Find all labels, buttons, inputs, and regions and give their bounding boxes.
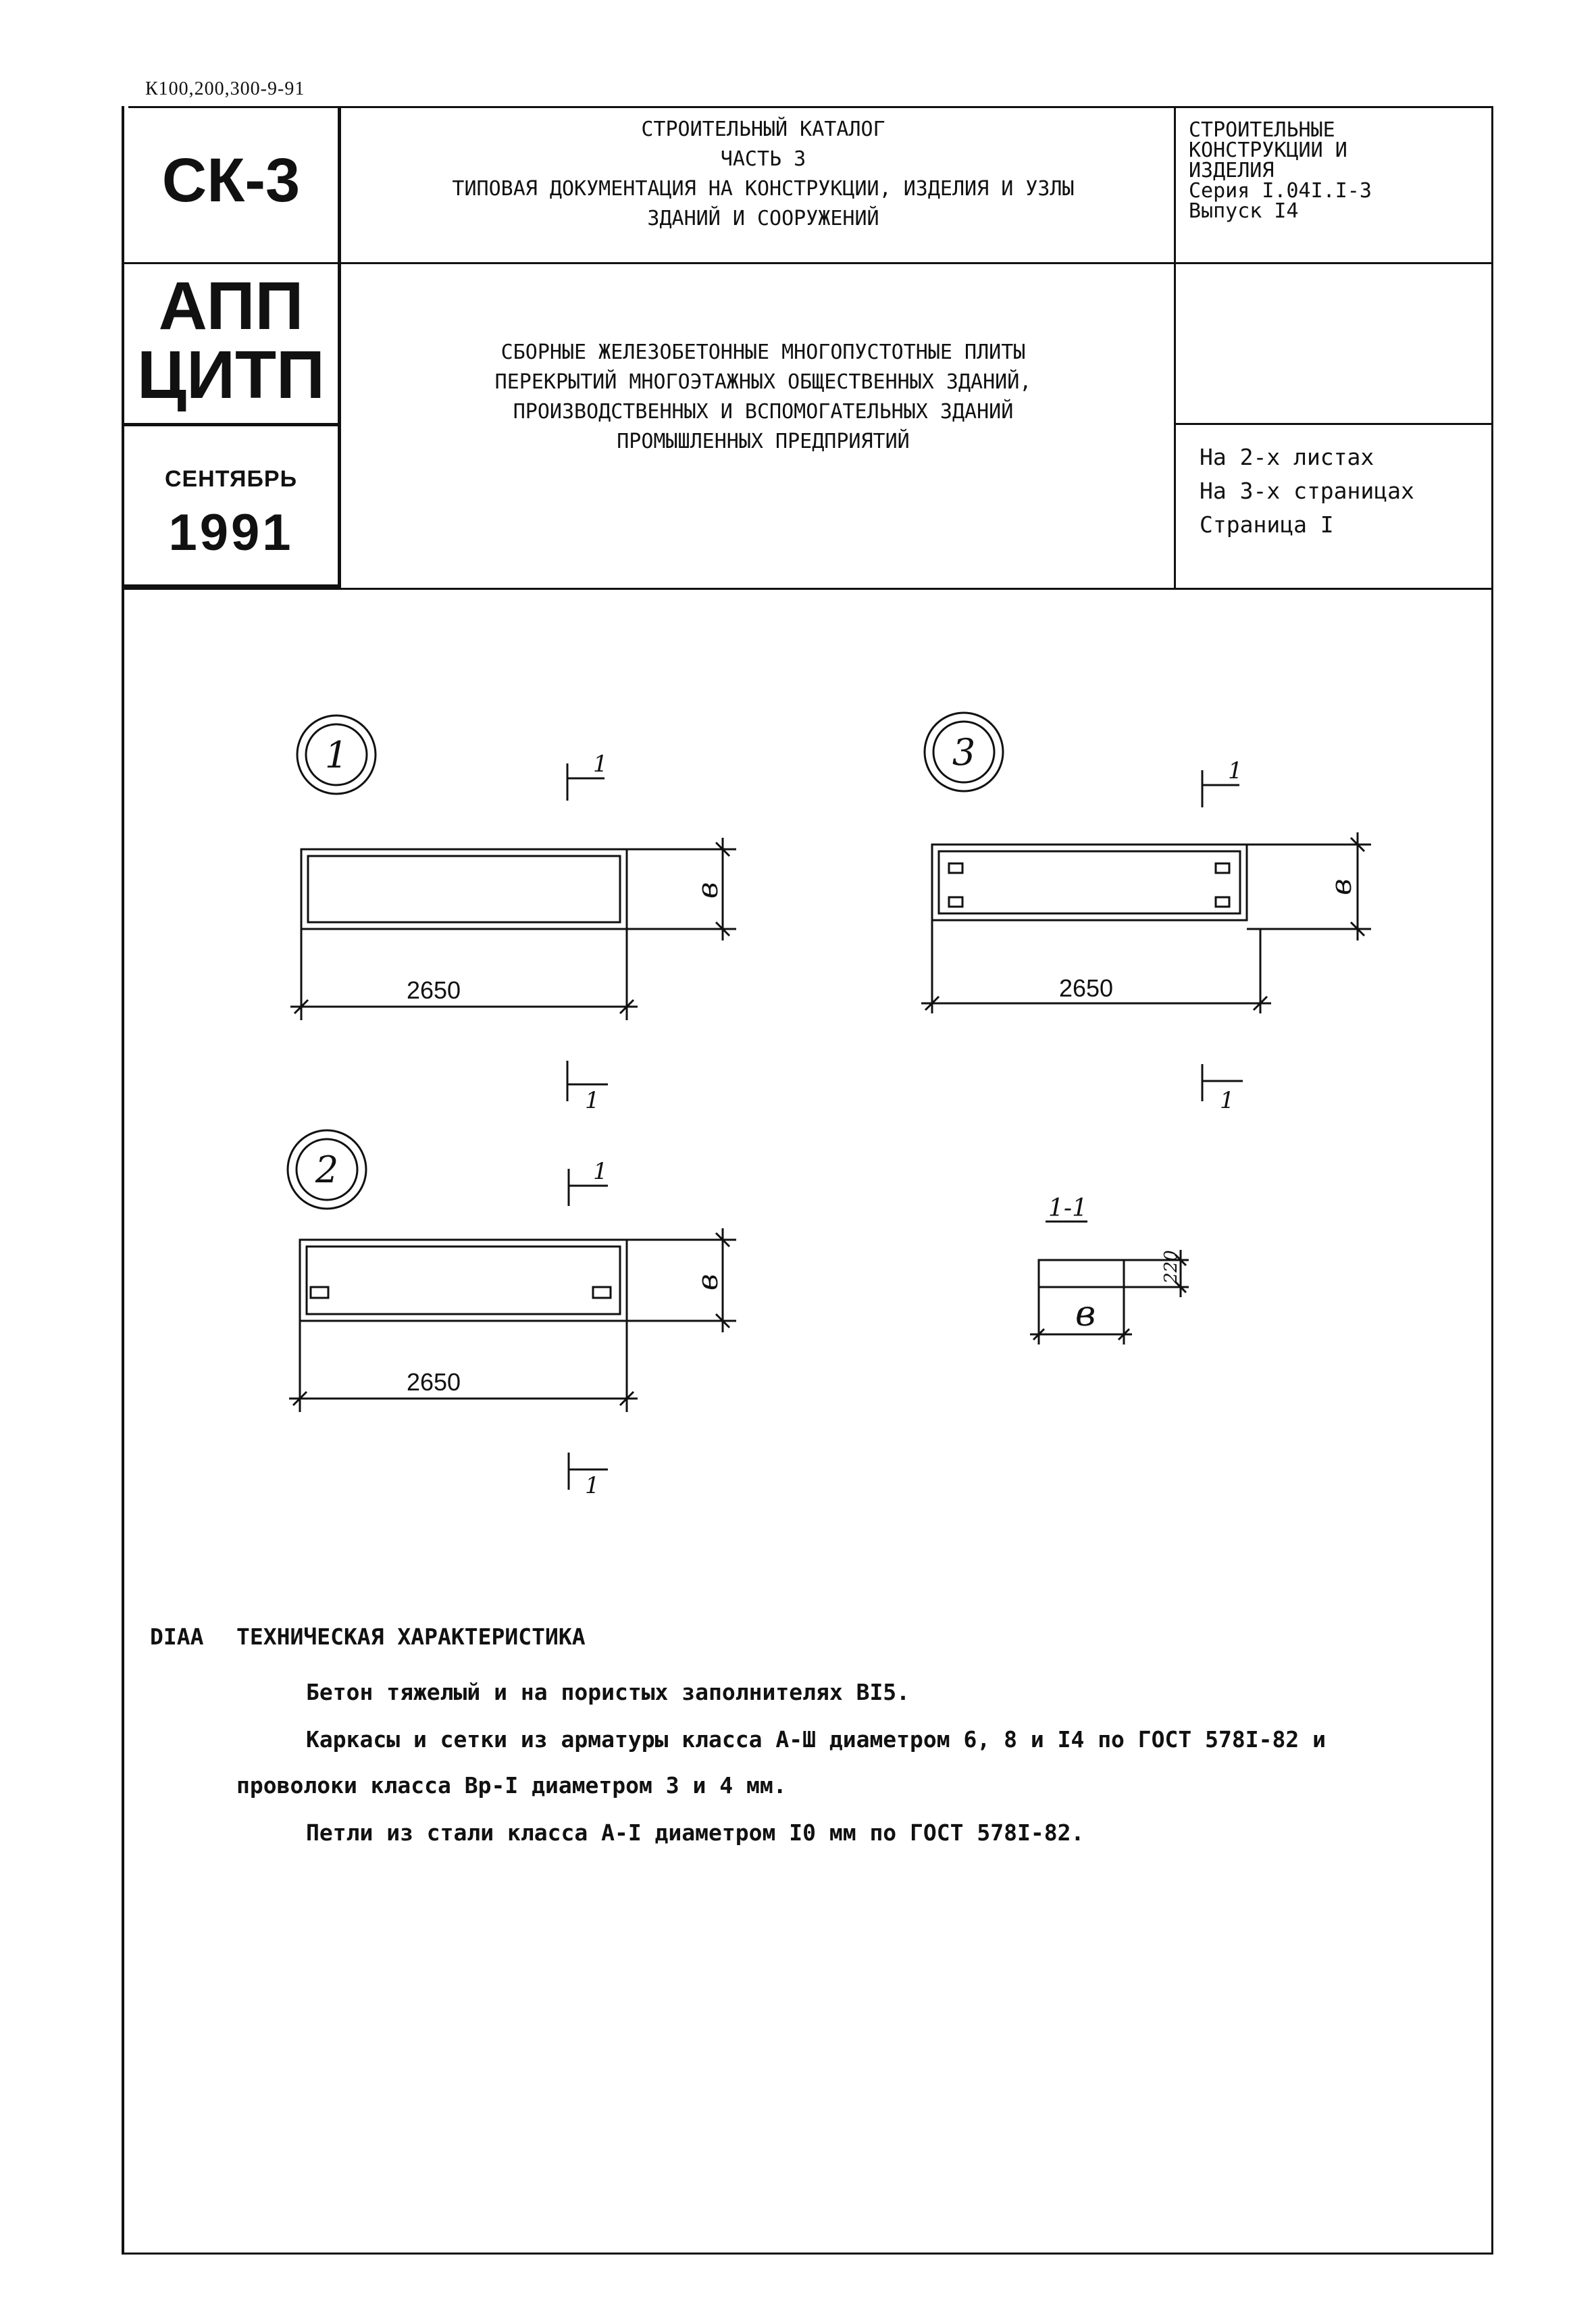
catalog-line: ЧАСТЬ 3 xyxy=(720,147,806,171)
loop-slot xyxy=(311,1287,328,1298)
tech-heading-code: DIAA xyxy=(150,1624,204,1650)
series-line: Выпуск I4 xyxy=(1189,199,1299,223)
series-line: ИЗДЕЛИЯ xyxy=(1189,159,1275,182)
org-logo-bottom: ЦИТП xyxy=(137,337,325,413)
plate-inner-outline xyxy=(307,1247,620,1314)
section-title: 1-1 xyxy=(1048,1194,1087,1222)
section-mark-label: 1 xyxy=(593,751,608,778)
issue-year: 1991 xyxy=(168,504,294,561)
loop-slot xyxy=(593,1287,611,1298)
tech-line-2: Каркасы и сетки из арматуры класса А-Ш диаметром 6, 8 и I4 по ГОСТ 578I-82 и xyxy=(306,1726,1326,1753)
frame-bottom xyxy=(122,2253,1493,2255)
series-line: СТРОИТЕЛЬНЫЕ xyxy=(1189,118,1335,142)
loop-slot xyxy=(1216,897,1229,907)
issue-month: СЕНТЯБРЬ xyxy=(164,466,298,492)
loop-slot xyxy=(1216,863,1229,873)
catalog-line: ТИПОВАЯ ДОКУМЕНТАЦИЯ НА КОНСТРУКЦИИ, ИЗДЕЛИЯ И УЗЛЫ xyxy=(452,177,1075,201)
length-dim: 2650 xyxy=(406,976,461,1004)
document-code: К100,200,300-9-91 xyxy=(145,78,305,99)
catalog-line: ЗДАНИЙ И СООРУЖЕНИЙ xyxy=(647,207,879,230)
section-mark-label: 1 xyxy=(585,1472,600,1499)
width-label: в xyxy=(691,882,724,899)
plate-outline xyxy=(300,1240,627,1321)
width-label: в xyxy=(1324,878,1358,895)
plate-drawing-2 xyxy=(288,1130,736,1490)
length-dim: 2650 xyxy=(406,1368,461,1396)
section-mark-label: 1 xyxy=(1228,757,1243,784)
plate-outline xyxy=(301,849,627,929)
title-line: ПРОИЗВОДСТВЕННЫХ И ВСПОМОГАТЕЛЬНЫХ ЗДАНИЙ xyxy=(513,400,1014,424)
catalog-line: СТРОИТЕЛЬНЫЙ КАТАЛОГ xyxy=(641,118,885,141)
marker-label-3: 3 xyxy=(952,731,976,774)
section-mark-label: 1 xyxy=(593,1158,608,1185)
width-label: в xyxy=(691,1274,724,1290)
tech-line-4: Петли из стали класса А-I диаметром I0 мм по ГОСТ 578I-82. xyxy=(306,1819,1085,1846)
sheets-line: На 2-х листах xyxy=(1200,444,1374,470)
series-line: КОНСТРУКЦИИ И xyxy=(1189,139,1347,162)
sheets-line: Страница I xyxy=(1200,511,1334,538)
marker-label-2: 2 xyxy=(315,1149,339,1191)
thickness-dim: 220 xyxy=(1161,1250,1181,1284)
marker-label-1: 1 xyxy=(324,734,349,776)
title-line: ПРОМЫШЛЕННЫХ ПРЕДПРИЯТИЙ xyxy=(617,430,910,453)
section-outline xyxy=(1039,1260,1124,1287)
plate-outline xyxy=(932,845,1247,920)
org-logo-top: АПП xyxy=(158,268,304,344)
tech-line-1: Бетон тяжелый и на пористых заполнителях BI5. xyxy=(306,1679,910,1705)
section-mark-label: 1 xyxy=(1220,1087,1235,1114)
loop-slot xyxy=(949,897,962,907)
catalog-logo: СК-3 xyxy=(161,146,301,215)
tech-line-3: проволоки класса Вр-I диаметром 3 и 4 мм. xyxy=(236,1772,787,1799)
length-dim: 2650 xyxy=(1058,974,1114,1002)
title-line: СБОРНЫЕ ЖЕЛЕЗОБЕТОННЫЕ МНОГОПУСТОТНЫЕ ПЛИТЫ xyxy=(500,341,1026,364)
section-width-label: в xyxy=(1075,1294,1096,1334)
plate-drawing-3 xyxy=(921,713,1371,1101)
series-line: Серия I.04I.I-3 xyxy=(1189,179,1372,203)
sheets-line: На 3-х страницах xyxy=(1200,478,1414,504)
plate-drawing-1 xyxy=(290,715,736,1101)
plate-inner-outline xyxy=(939,851,1240,913)
loop-slot xyxy=(949,863,962,873)
plate-inner-outline xyxy=(308,856,620,922)
tech-heading: ТЕХНИЧЕСКАЯ ХАРАКТЕРИСТИКА xyxy=(236,1624,586,1650)
section-mark-label: 1 xyxy=(585,1087,600,1114)
title-line: ПЕРЕКРЫТИЙ МНОГОЭТАЖНЫХ ОБЩЕСТВЕННЫХ ЗДАНИЙ, xyxy=(494,370,1032,394)
